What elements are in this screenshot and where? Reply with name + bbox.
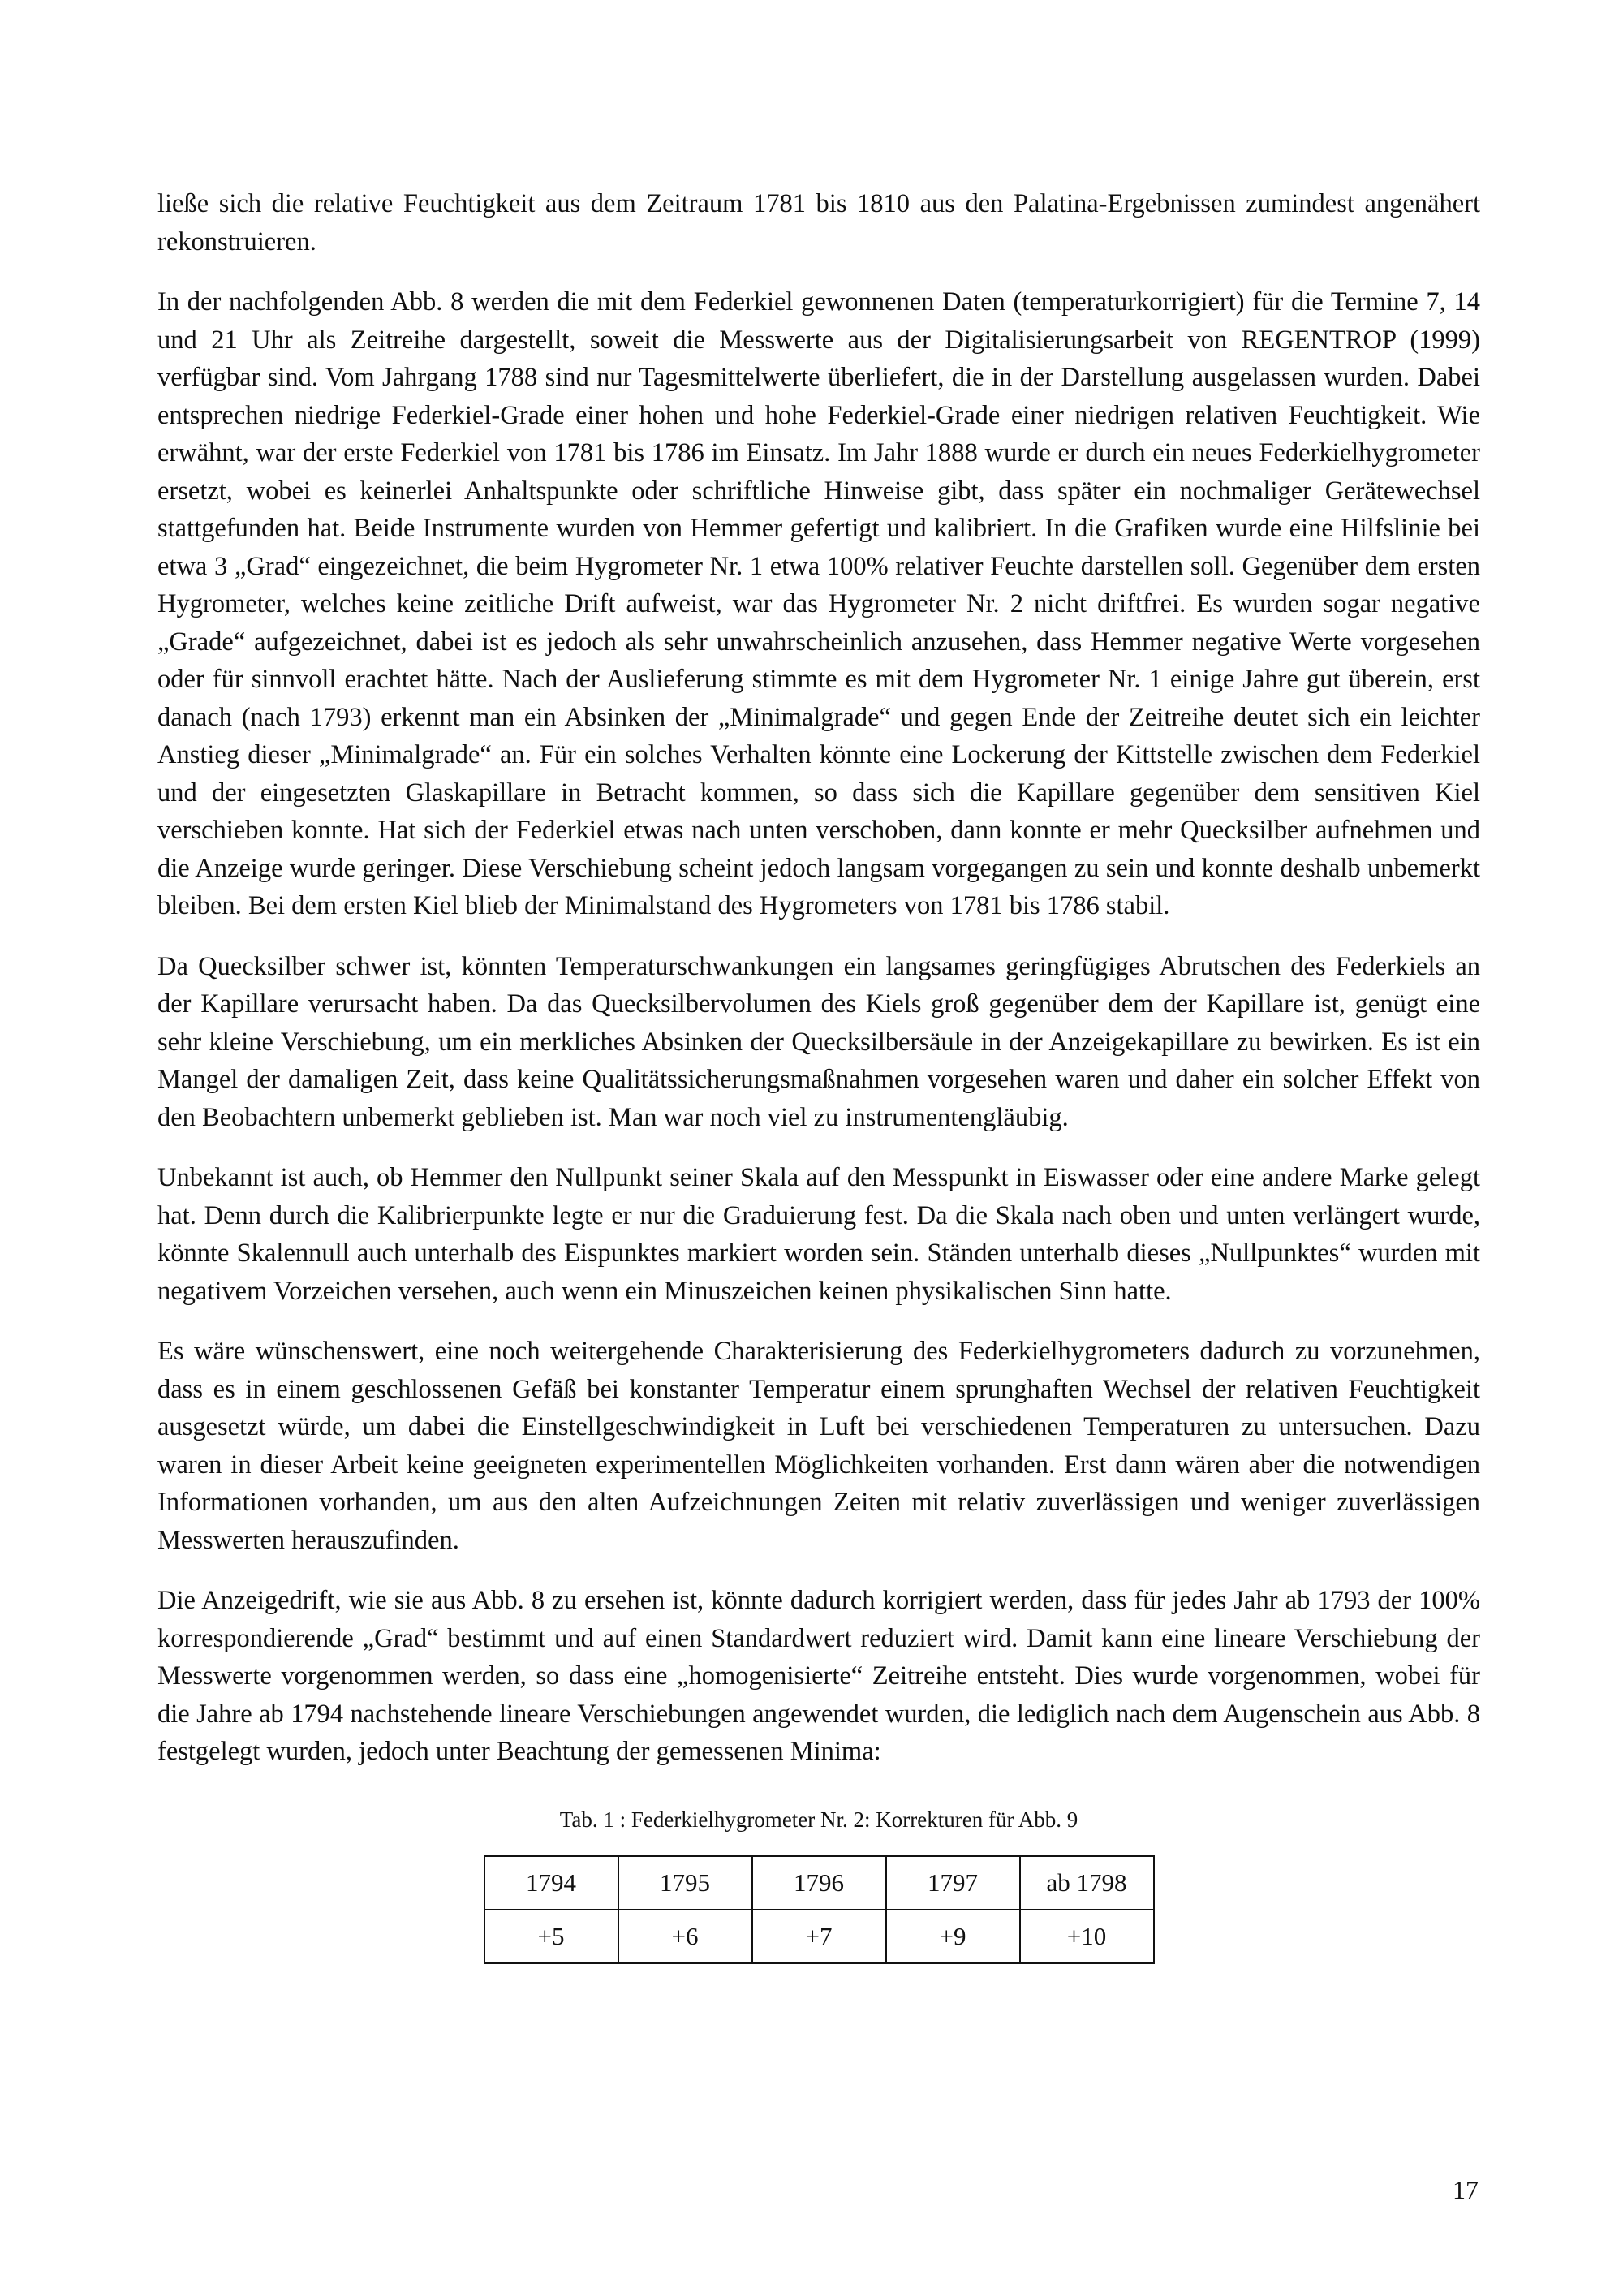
paragraph: Die Anzeigedrift, wie sie aus Abb. 8 zu ersehen ist, könnte dadurch korrigiert werden, dass für jedes Jahr ab 1793 der 100% korrespondierende „Grad“ bestimmt und auf einen Standardwert reduziert wird. Damit kann eine lineare Verschiebung der Messwerte vorgenommen werden, so dass eine „homogenisierte“ Zeitreihe entsteht. Dies wurde vorgenommen, wobei für die Jahre ab 1794 nachstehende lineare Verschiebungen angewendet wurden, die lediglich nach dem Augenschein aus Abb. 8 festgelegt wurden, jedoch unter Beachtung der gemessenen Minima: [157, 1586, 1480, 1766]
paragraph: Da Quecksilber schwer ist, könnten Temperaturschwankungen ein langsames geringfügiges Abrutschen des Federkiels an der Kapillare verursacht haben. Da das Quecksilbervolumen des Kiels groß gegenüber dem der Kapillare ist, genügt eine sehr kleine Verschiebung, um ein merkliches Absinken der Quecksilbersäule in der Anzeigekapillare zu bewirken. Es ist ein Mangel der damaligen Zeit, dass keine Qualitätssicherungsmaßnahmen vorgesehen waren und daher ein solcher Effekt von den Beobachtern unbemerkt geblieben ist. Man war noch viel zu instrumentengläubig. [157, 951, 1480, 1132]
table-header-cell: ab 1798 [1020, 1856, 1154, 1910]
table-caption: Tab. 1 : Federkielhygrometer Nr. 2: Korrekturen für Abb. 9 [559, 1807, 1078, 1832]
table-cell: +10 [1020, 1910, 1154, 1963]
table-cell: +9 [886, 1910, 1020, 1963]
paragraph: Unbekannt ist auch, ob Hemmer den Nullpunkt seiner Skala auf den Messpunkt in Eiswasser oder eine andere Marke gelegt hat. Denn durch die Kalibrierpunkte legte er nur die Graduierung fest. Da die Skala nach oben und unten verlängert wurde, könnte Skalennull auch unterhalb des Eispunktes markiert worden sein. Ständen unterhalb dieses „Nullpunktes“ wurden mit negativem Vorzeichen versehen, auch wenn ein Minuszeichen keinen physikalischen Sinn hatte. [157, 1163, 1480, 1306]
table-header-row [484, 1856, 1154, 1910]
table-header-cell: 1797 [886, 1856, 1020, 1910]
correction-table-block [157, 1805, 1480, 1964]
paragraph: In der nachfolgenden Abb. 8 werden die mit dem Federkiel gewonnenen Daten (temperaturkorrigiert) für die Termine 7, 14 und 21 Uhr als Zeitreihe dargestellt, soweit die Messwerte aus der Digitalisierungsarbeit von REGENTROP (1999) verfügbar sind. Vom Jahrgang 1788 sind nur Tagesmittelwerte überliefert, die in der Darstellung ausgelassen wurden. Dabei entsprechen niedrige Federkiel-Grade einer hohen und hohe Federkiel-Grade einer niedrigen relativen Feuchtigkeit. Wie erwähnt, war der erste Federkiel von 1781 bis 1786 im Einsatz. Im Jahr 1888 wurde er durch ein neues Federkielhygrometer ersetzt, wobei es keinerlei Anhaltspunkte oder schriftliche Hinweise gibt, dass später ein nochmaliger Gerätewechsel stattgefunden hat. Beide Instrumente wurden von Hemmer gefertigt und kalibriert. In die Grafiken wurde eine Hilfslinie bei etwa 3 „Grad“ eingezeichnet, die beim Hygrometer Nr. 1 etwa 100% relativer Feuchte darstellen soll. Gegenüber dem ersten Hygrometer, welches keine zeitliche Drift aufweist, war das Hygrometer Nr. 2 nicht driftfrei. Es wurden sogar negative „Grade“ aufgezeichnet, dabei ist es jedoch als sehr unwahrscheinlich anzusehen, dass Hemmer negative Werte vorgesehen oder für sinnvoll erachtet hätte. Nach der Auslieferung stimmte es mit dem Hygrometer Nr. 1 einige Jahre gut überein, erst danach (nach 1793) erkennt man ein Absinken der „Minimalgrade“ und gegen Ende der Zeitreihe deutet sich ein leichter Anstieg dieser „Minimalgrade“ an. Für ein solches Verhalten könnte eine Lockerung der Kittstelle zwischen dem Federkiel und der eingesetzten Glaskapillare in Betracht kommen, so dass sich die Kapillare gegenüber dem sensitiven Kiel verschieben konnte. Hat sich der Federkiel etwas nach unten verschoben, dann konnte er mehr Quecksilber aufnehmen und die Anzeige wurde geringer. Diese Verschiebung scheint jedoch langsam vorgegangen zu sein und konnte deshalb unbemerkt bleiben. Bei dem ersten Kiel blieb der Minimalstand des Hygrometers von 1781 bis 1786 stabil. [157, 287, 1480, 920]
table-cell: +6 [618, 1910, 752, 1963]
table-cell: +5 [484, 1910, 618, 1963]
table-header-cell: 1796 [752, 1856, 886, 1910]
table-header-cell: 1795 [618, 1856, 752, 1910]
correction-table [484, 1855, 1155, 1964]
paragraph: Es wäre wünschenswert, eine noch weitergehende Charakterisierung des Federkielhygrometers dadurch zu vorzunehmen, dass es in einem geschlossenen Gefäß bei konstanter Temperatur einem sprunghaften Wechsel der relativen Feuchtigkeit ausgesetzt würde, um dabei die Einstellgeschwindigkeit in Luft bei verschiedenen Temperaturen zu untersuchen. Dazu waren in dieser Arbeit keine geeigneten experimentellen Möglichkeiten vorhanden. Erst dann wären aber die notwendigen Informationen vorhanden, um aus den alten Aufzeichnungen Zeiten mit relativ zuverlässigen und weniger zuverlässigen Messwerten herauszufinden. [157, 1337, 1480, 1555]
document-page [157, 185, 1480, 1964]
page-number: 17 [1453, 2175, 1479, 2204]
table-row [484, 1910, 1154, 1963]
table-cell: +7 [752, 1910, 886, 1963]
paragraph: ließe sich die relative Feuchtigkeit aus dem Zeitraum 1781 bis 1810 aus den Palatina-Ergebnissen zumindest angenähert rekonstruieren. [157, 189, 1480, 256]
table-header-cell: 1794 [484, 1856, 618, 1910]
